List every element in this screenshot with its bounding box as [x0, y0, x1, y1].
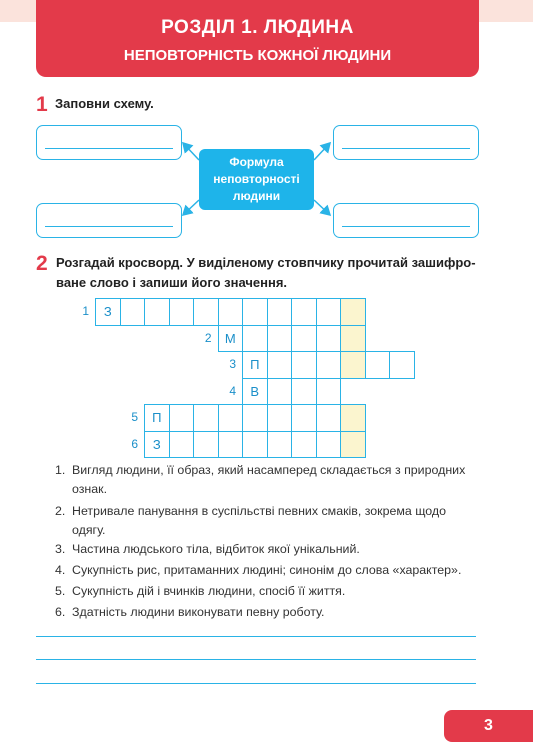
- clue-item: [55, 502, 477, 540]
- clue-number: 1.: [55, 463, 66, 477]
- answer-line[interactable]: [36, 659, 476, 660]
- scheme-center-line: Формула: [229, 155, 284, 169]
- crossword-cell[interactable]: [169, 404, 195, 432]
- crossword-cell[interactable]: В: [242, 378, 268, 406]
- clue-text-cont: ознак.: [72, 482, 108, 496]
- crossword-cell[interactable]: [267, 325, 293, 353]
- crossword-cell[interactable]: [169, 298, 195, 326]
- crossword-cell[interactable]: [218, 431, 244, 459]
- crossword-cell[interactable]: [291, 404, 317, 432]
- clue-text: Нетривале панування в суспільстві певних смаків, зокрема щодо: [72, 504, 447, 518]
- scheme-center: [199, 149, 314, 210]
- crossword-row-number: 2: [204, 330, 212, 345]
- crossword-cell[interactable]: [242, 325, 268, 353]
- lesson-subtitle: НЕПОВТОРНІСТЬ КОЖНОЇ ЛЮДИНИ: [123, 47, 392, 64]
- crossword-cell[interactable]: М: [218, 325, 244, 353]
- crossword-cell[interactable]: [316, 351, 342, 379]
- crossword-cell[interactable]: [267, 431, 293, 459]
- crossword-cell[interactable]: [120, 298, 146, 326]
- clue-number: 4.: [55, 563, 66, 577]
- crossword-cell[interactable]: [218, 298, 244, 326]
- clue-item: [55, 461, 477, 499]
- crossword-cell-highlighted[interactable]: [340, 351, 366, 379]
- clue-number: 6.: [55, 605, 66, 619]
- scheme-center-line: неповторності: [213, 172, 300, 186]
- chapter-title: РОЗДІЛ 1. ЛЮДИНА: [161, 17, 354, 38]
- crossword-cell[interactable]: [242, 298, 268, 326]
- crossword-cell[interactable]: [316, 325, 342, 353]
- crossword-cell[interactable]: [365, 351, 391, 379]
- crossword-cell[interactable]: [291, 325, 317, 353]
- clue-number: 5.: [55, 584, 66, 598]
- crossword-cell[interactable]: З: [144, 431, 170, 459]
- clue-text: Здатність людини виконувати певну роботу.: [72, 605, 325, 619]
- crossword-cell[interactable]: [193, 298, 219, 326]
- crossword-row-number: 1: [82, 304, 89, 318]
- crossword-cell[interactable]: [242, 404, 268, 432]
- clue-text: Сукупність дій і вчинків людини, спосіб її життя.: [72, 584, 346, 598]
- crossword-cell-highlighted[interactable]: [340, 298, 366, 326]
- crossword-cell[interactable]: [169, 431, 195, 459]
- crossword-cell[interactable]: [291, 431, 317, 459]
- crossword-cell[interactable]: [193, 404, 219, 432]
- crossword-cell[interactable]: [316, 298, 342, 326]
- crossword-cell[interactable]: П: [144, 404, 170, 432]
- crossword-row-number: 5: [131, 410, 138, 424]
- crossword-cell[interactable]: П: [242, 351, 268, 379]
- crossword-cell[interactable]: [267, 404, 293, 432]
- clue-text-cont: одягу.: [72, 523, 106, 537]
- crossword-row-number: 6: [131, 436, 138, 451]
- clue-item: [55, 561, 477, 580]
- crossword-cell[interactable]: [291, 298, 317, 326]
- clue-item: [55, 540, 477, 559]
- scheme-box-bottom-right[interactable]: [333, 203, 479, 238]
- page-number: 3: [444, 710, 533, 742]
- crossword-row-number: 4: [229, 383, 236, 398]
- crossword-cell[interactable]: [242, 431, 268, 459]
- clue-text: Частина людського тіла, відбиток якої унікальний.: [72, 542, 360, 556]
- crossword-cell[interactable]: [267, 298, 293, 326]
- crossword-cell[interactable]: [267, 351, 293, 379]
- crossword-cell-highlighted[interactable]: [340, 431, 366, 459]
- task-1-text: Заповни схему.: [55, 96, 154, 111]
- crossword-cell[interactable]: [389, 351, 415, 379]
- clue-text: Вигляд людини, її образ, який насамперед складається з природних: [72, 463, 466, 477]
- crossword-cell[interactable]: [316, 431, 342, 459]
- crossword-row-number: 3: [229, 357, 236, 371]
- crossword-cell[interactable]: [316, 404, 342, 432]
- scheme-center-line: людини: [232, 189, 281, 203]
- crossword-cell[interactable]: [291, 378, 317, 406]
- clue-item: [55, 582, 477, 601]
- clue-text: Сукупність рис, притаманних людині; синонім до слова «характер».: [72, 563, 462, 577]
- scheme-box-top-right[interactable]: [333, 125, 479, 160]
- crossword-cell[interactable]: [193, 431, 219, 459]
- task-2-text-line2: ване слово і запиши його значення.: [56, 275, 288, 290]
- clue-number: 3.: [55, 542, 66, 556]
- answer-line[interactable]: [36, 683, 476, 684]
- clue-number: 2.: [55, 504, 66, 518]
- clue-item: [55, 603, 477, 622]
- crossword-cell[interactable]: З: [95, 298, 121, 326]
- crossword-cell-highlighted[interactable]: [340, 404, 366, 432]
- task-1-number: 1: [36, 93, 48, 116]
- crossword-cell[interactable]: [218, 404, 244, 432]
- crossword-cell[interactable]: [291, 351, 317, 379]
- task-2-text-line1: Розгадай кросворд. У виділеному стовпчику прочитай зашифро-: [56, 255, 476, 270]
- crossword-cell[interactable]: [144, 298, 170, 326]
- crossword-cell[interactable]: [267, 378, 293, 406]
- crossword-cell[interactable]: [316, 378, 342, 406]
- scheme-box-bottom-left[interactable]: [36, 203, 182, 238]
- answer-line[interactable]: [36, 636, 476, 637]
- crossword-cell-highlighted[interactable]: [340, 325, 366, 353]
- task-2-number: 2: [36, 252, 48, 275]
- scheme-box-top-left[interactable]: [36, 125, 182, 160]
